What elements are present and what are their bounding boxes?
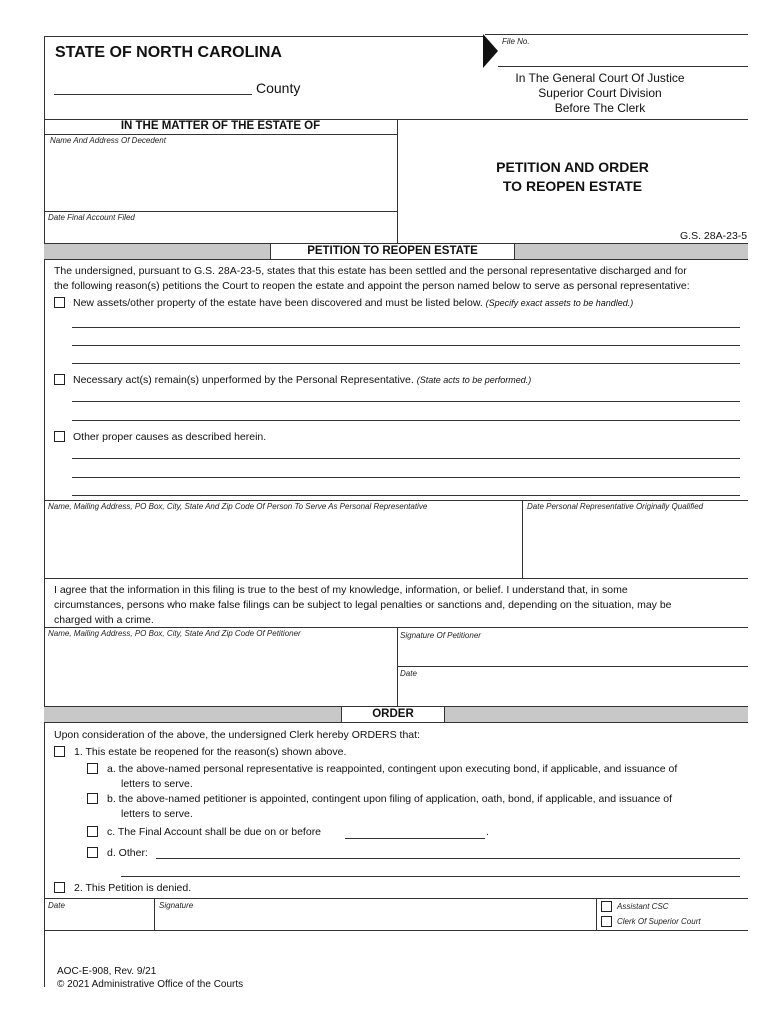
petitioner-signature-field[interactable]: [399, 641, 746, 665]
footer: [57, 965, 243, 991]
petitioner-date-caption: Date: [400, 669, 417, 678]
unperformed-acts-option: [73, 374, 531, 386]
petitioner-date-field[interactable]: [399, 679, 746, 704]
clerk-signature-field[interactable]: [157, 910, 594, 929]
final-account-caption: Date Final Account Filed: [48, 213, 135, 222]
file-no-label: File No.: [502, 37, 530, 46]
final-account-date-field[interactable]: [46, 223, 395, 241]
county-label: County: [256, 80, 301, 96]
decedent-name-field[interactable]: [46, 146, 395, 208]
clerk-date-caption: Date: [48, 901, 65, 910]
clerk-superior-checkbox[interactable]: [601, 916, 612, 927]
order-item-1a-line-2: letters to serve.: [121, 778, 193, 790]
clerk-superior-label: Clerk Of Superior Court: [617, 917, 701, 926]
new-assets-label: New assets/other property of the estate have been discovered and must be listed below.: [73, 297, 483, 309]
other-line-3[interactable]: [72, 495, 740, 496]
order-item-1b-line-1: b. the above-named petitioner is appointed, contingent upon filing of application, oath, bond, if applicable, and issuance of: [107, 793, 673, 805]
petitioner-signature-caption: Signature Of Petitioner: [400, 631, 481, 640]
agree-line-1: I agree that the information in this filing is true to the best of my knowledge, information, or belief. I understand that, in some: [54, 584, 628, 596]
order-item-1c: c. The Final Account shall be due on or before: [107, 826, 322, 838]
pr-divider: [522, 500, 523, 578]
court-line-1: In The General Court Of Justice: [515, 71, 685, 85]
file-no-line[interactable]: [498, 66, 748, 67]
petition-intro-1: The undersigned, pursuant to G.S. 28A-23-5, states that this estate has been settled and the personal representative discharged and for: [54, 265, 687, 277]
pr-date-field[interactable]: [524, 512, 746, 576]
top-border-left: [44, 36, 485, 37]
assets-line-2[interactable]: [72, 345, 740, 346]
acts-line-2[interactable]: [72, 420, 740, 421]
agree-line-3: charged with a crime.: [54, 614, 154, 626]
state-title: STATE OF NORTH CAROLINA: [55, 44, 282, 61]
agree-line-2: circumstances, persons who make false filings can be subject to legal penalties or sanctions and, depending on the situation, may be: [54, 599, 672, 611]
pr-caption: Name, Mailing Address, PO Box, City, State And Zip Code Of Person To Serve As Personal Representative: [48, 502, 428, 511]
other-order-checkbox[interactable]: [87, 847, 98, 858]
court-line-3: Before The Clerk: [554, 101, 646, 115]
matter-heading-underline: [44, 134, 397, 135]
form-title: [397, 158, 748, 196]
order-item-1b-line-2: letters to serve.: [121, 808, 193, 820]
other-order-line-2[interactable]: [121, 876, 740, 877]
other-causes-checkbox[interactable]: [54, 431, 65, 442]
other-order-line-1[interactable]: [156, 858, 740, 859]
order-item-1d: d. Other:: [107, 847, 148, 859]
statute-ref: G.S. 28A-23-5: [680, 230, 748, 242]
clerk-row-divider-1: [154, 898, 155, 930]
unperformed-acts-checkbox[interactable]: [54, 374, 65, 385]
pr-name-field[interactable]: [46, 512, 520, 576]
form-number: AOC-E-908, Rev. 9/21: [57, 966, 157, 977]
clerk-row-bottom-border: [44, 930, 748, 931]
clerk-signature-caption: Signature: [159, 901, 194, 910]
other-line-1[interactable]: [72, 458, 740, 459]
order-item-1: 1. This estate be reopened for the reason(s) shown above.: [74, 746, 347, 758]
county-line[interactable]: [54, 94, 252, 95]
other-causes-label: Other proper causes as described herein.: [73, 431, 267, 443]
deny-checkbox[interactable]: [54, 882, 65, 893]
matter-heading: IN THE MATTER OF THE ESTATE OF: [120, 120, 321, 132]
assets-line-1[interactable]: [72, 327, 740, 328]
assistant-csc-checkbox[interactable]: [601, 901, 612, 912]
clerk-date-field[interactable]: [46, 910, 152, 929]
copyright: © 2021 Administrative Office of the Courts: [57, 979, 244, 990]
assistant-csc-label: Assistant CSC: [617, 902, 669, 911]
final-account-line: [44, 211, 397, 212]
pr-date-caption: Date Personal Representative Originally Qualified: [527, 502, 704, 511]
new-assets-note: (Specify exact assets to be handled.): [485, 298, 634, 308]
new-assets-checkbox[interactable]: [54, 297, 65, 308]
pr-top-border: [44, 500, 748, 501]
decedent-caption: Name And Address Of Decedent: [50, 136, 166, 145]
appoint-petitioner-checkbox[interactable]: [87, 793, 98, 804]
form-title-line-1: PETITION AND ORDER: [496, 159, 649, 175]
order-item-1c-end: .: [486, 826, 489, 838]
acts-line-1[interactable]: [72, 401, 740, 402]
order-item-2: 2. This Petition is denied.: [74, 882, 192, 894]
clerk-row-top-border: [44, 898, 748, 899]
final-account-due-checkbox[interactable]: [87, 826, 98, 837]
reopen-checkbox[interactable]: [54, 746, 65, 757]
court-designation: [470, 71, 730, 116]
unperformed-acts-label: Necessary act(s) remain(s) unperformed by the Personal Representative.: [73, 374, 414, 386]
unperformed-acts-note: (State acts to be performed.): [416, 375, 532, 385]
petitioner-name-field[interactable]: [46, 639, 395, 704]
order-item-1a-line-1: a. the above-named personal representative is reappointed, contingent upon executing bond, if applicable, and issuance of: [107, 763, 678, 775]
clerk-row-divider-2: [596, 898, 597, 930]
top-border-right: [485, 34, 748, 35]
petitioner-signature-underline: [397, 666, 748, 667]
petition-heading: PETITION TO REOPEN ESTATE: [270, 244, 515, 259]
new-assets-option: [73, 297, 633, 309]
petitioner-caption: Name, Mailing Address, PO Box, City, State And Zip Code Of Petitioner: [48, 629, 301, 638]
order-intro: Upon consideration of the above, the undersigned Clerk hereby ORDERS that:: [54, 729, 420, 741]
pr-bottom-border: [44, 578, 748, 579]
form-title-line-2: TO REOPEN ESTATE: [502, 178, 643, 194]
petition-intro-2: the following reason(s) petitions the Court to reopen the estate and appoint the person named below to serve as personal representative:: [54, 280, 690, 292]
other-line-2[interactable]: [72, 477, 740, 478]
petitioner-top-border: [44, 627, 748, 628]
order-heading: ORDER: [341, 707, 445, 722]
final-account-due-date-line[interactable]: [345, 838, 485, 839]
assets-line-3[interactable]: [72, 363, 740, 364]
left-border: [44, 36, 45, 987]
reappoint-pr-checkbox[interactable]: [87, 763, 98, 774]
file-no-arrow-icon: [483, 34, 498, 68]
court-line-2: Superior Court Division: [538, 86, 662, 100]
